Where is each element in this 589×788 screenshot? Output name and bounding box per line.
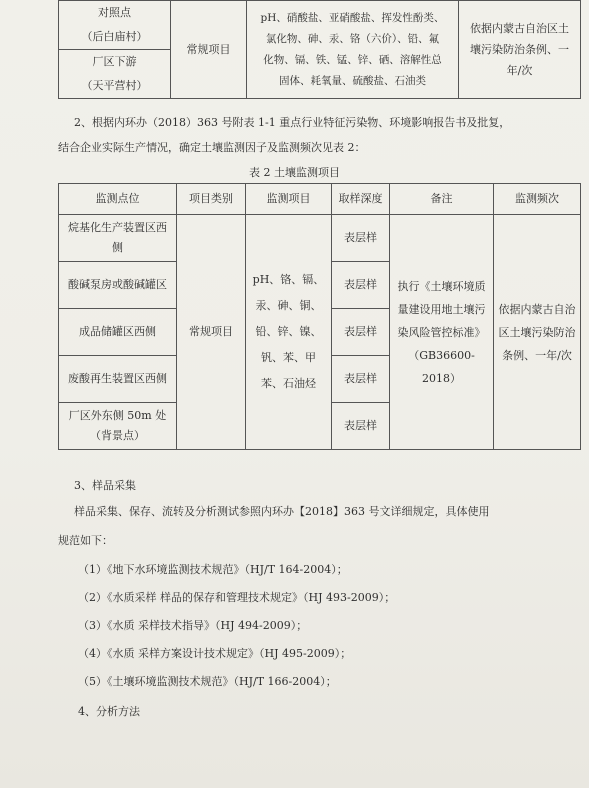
t2-location-line: 侧 (112, 241, 123, 254)
t2-header-note: 备注 (390, 184, 494, 215)
soil-monitoring-table (58, 183, 581, 450)
t1-items-line: 固体、耗氧量、硫酸盐、石油类 (279, 74, 426, 87)
t2-note-line: 执行《土壤环境质 (397, 279, 486, 293)
t2-note-line: （GB36600-2018） (408, 348, 475, 385)
t1-basis (459, 1, 581, 99)
t2-category: 常规项目 (177, 215, 246, 450)
t2-items-line: 苯、石油烃 (261, 377, 316, 390)
reference-4: （4）《水质 采样方案设计技术规定》（HJ 495-2009）； (78, 647, 352, 660)
t2-location-4: 废酸再生装置区西侧 (59, 356, 177, 403)
t2-depth-2: 表层样 (332, 262, 390, 309)
reference-1: （1）《地下水环境监测技术规范》（HJ/T 164-2004）； (78, 563, 348, 576)
t2-items (246, 215, 332, 450)
t2-header-category: 项目类别 (177, 184, 246, 215)
t1-basis-line: 年/次 (506, 64, 533, 77)
t1-items (247, 1, 459, 99)
t1-items-line: pH、硝酸盐、亚硝酸盐、挥发性酚类、 (260, 11, 445, 24)
t2-location-line: （背景点） (90, 429, 145, 442)
t2-location-3: 成品储罐区西侧 (59, 309, 177, 356)
t2-location-1 (59, 215, 177, 262)
t2-note-line: 量建设用地土壤污 (397, 302, 486, 316)
t2-note (390, 215, 494, 450)
t1-items-line: 氯化物、砷、汞、铬（六价）、铅、氟 (265, 32, 440, 45)
t2-header-location: 监测点位 (59, 184, 177, 215)
t1-items-line: 化物、镉、铁、锰、锌、硒、溶解性总 (263, 53, 442, 66)
reference-3: （3）《水质 采样技术指导》（HJ 494-2009）； (78, 619, 308, 632)
section3-body-line2: 规范如下： (58, 534, 113, 547)
reference-2: （2）《水质采样 样品的保存和管理技术规定》（HJ 493-2009）； (78, 591, 396, 604)
section3-title: 3、样品采集 (74, 479, 136, 492)
t2-location-2: 酸碱泵房或酸碱罐区 (59, 262, 177, 309)
t2-depth-3: 表层样 (332, 309, 390, 356)
t2-frequency-line: 依据内蒙古自治 (498, 302, 576, 316)
para2-line1: 2、根据内环办（2018）363 号附表 1-1 重点行业特征污染物、环境影响报告书及批复， (74, 116, 511, 129)
t1-basis-line: 壤污染防治条例、一 (470, 43, 569, 56)
reference-5: （5）《土壤环境监测技术规范》（HJ/T 166-2004）； (78, 675, 337, 688)
t2-frequency-line: 条例、一年/次 (502, 348, 572, 362)
t1-basis-line: 依据内蒙古自治区土 (470, 22, 569, 35)
t1-loc1-line1: 对照点 (59, 1, 171, 26)
t2-header-items: 监测项目 (246, 184, 332, 215)
section3-body-line1: 样品采集、保存、流转及分析测试参照内环办【2018】363 号文详细规定，具体使用 (74, 505, 490, 518)
t1-loc1-line2: （后白庙村） (59, 25, 171, 50)
section4-title: 4、分析方法 (78, 705, 140, 718)
t2-location-line: 烷基化生产装置区西 (68, 221, 167, 234)
t2-depth-1: 表层样 (332, 215, 390, 262)
table2-caption: 表 2 土壤监测项目 (249, 166, 340, 179)
t2-items-line: 钒、苯、甲 (261, 351, 316, 364)
para2-line2: 结合企业实际生产情况，确定土壤监测因子及监测频次见表 2： (58, 141, 366, 154)
t2-frequency-line: 区土壤污染防治 (498, 325, 576, 339)
t2-note-line: 染风险管控标准》 (397, 325, 486, 339)
t2-location-5 (59, 403, 177, 450)
t2-header-frequency: 监测频次 (494, 184, 581, 215)
t1-loc2-line2: （天平营村） (59, 74, 171, 99)
t2-items-line: pH、铬、镉、 (252, 273, 325, 286)
t2-depth-5: 表层样 (332, 403, 390, 450)
t2-header-depth: 取样深度 (332, 184, 390, 215)
t2-location-line: 厂区外东侧 50m 处 (68, 409, 167, 422)
water-monitoring-table-continued (58, 0, 581, 99)
t2-depth-4: 表层样 (332, 356, 390, 403)
t2-frequency (494, 215, 581, 450)
t1-loc2-line1: 厂区下游 (59, 50, 171, 75)
t2-items-line: 铅、锌、镍、 (255, 325, 322, 338)
t1-category: 常规项目 (171, 1, 247, 99)
t2-items-line: 汞、砷、铜、 (255, 299, 322, 312)
